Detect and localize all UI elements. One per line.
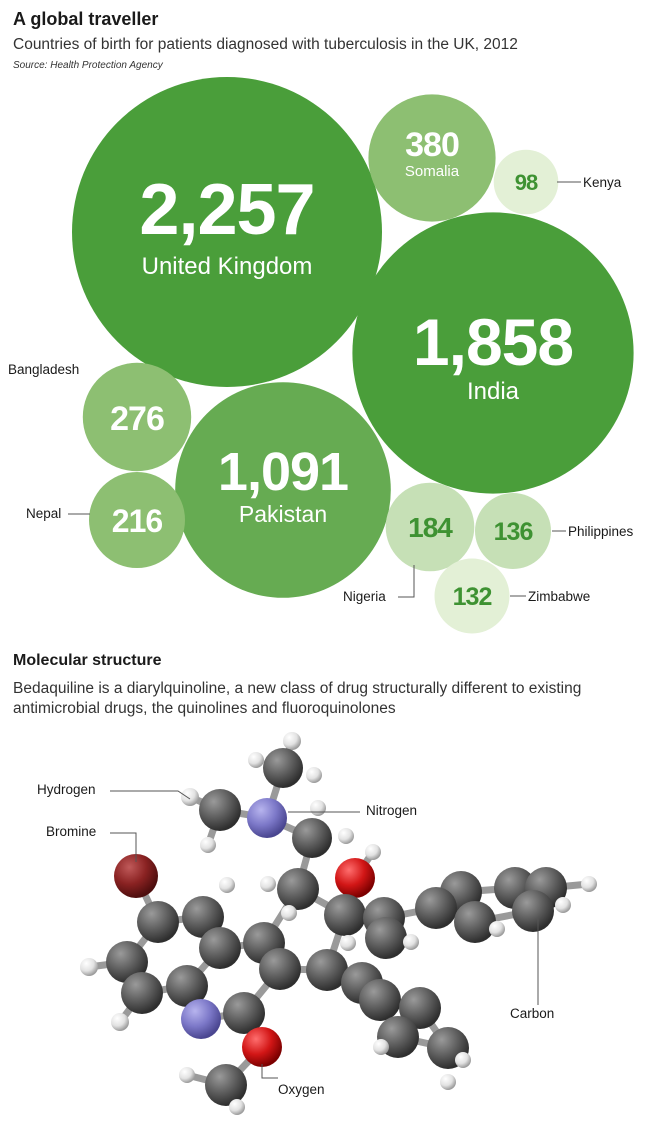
- hydrogen-label: Hydrogen: [37, 782, 96, 797]
- carbon-atom: [106, 941, 148, 983]
- bubble-label-bangladesh: Bangladesh: [8, 362, 80, 377]
- hydrogen-atom: [248, 752, 264, 768]
- oxygen-leader-line: [262, 1064, 278, 1078]
- bromine-label: Bromine: [46, 824, 97, 839]
- bubble-value-zimbabwe: 132: [452, 583, 492, 611]
- carbon-atom: [341, 962, 383, 1004]
- chart-title: A global traveller: [13, 9, 159, 29]
- bubble-label-pakistan: Pakistan: [238, 501, 328, 527]
- carbon-atom: [121, 972, 163, 1014]
- bubble-label-nigeria: Nigeria: [343, 589, 386, 604]
- carbon-atom: [306, 949, 348, 991]
- carbon-atom: [263, 748, 303, 788]
- bromine-atom: [114, 854, 158, 898]
- hydrogen-leader-line: [110, 791, 190, 799]
- carbon-atom: [512, 890, 554, 932]
- carbon-atom: [137, 901, 179, 943]
- hydrogen-atom: [80, 958, 98, 976]
- nitrogen-atom: [247, 798, 287, 838]
- carbon-atom: [182, 896, 224, 938]
- hydrogen-atom: [200, 837, 216, 853]
- hydrogen-atom: [403, 934, 419, 950]
- carbon-atom: [440, 871, 482, 913]
- bubble-label-kenya: Kenya: [583, 175, 622, 190]
- carbon-atom: [259, 948, 301, 990]
- hydrogen-atom: [581, 876, 597, 892]
- hydrogen-atom: [489, 921, 505, 937]
- carbon-atom: [359, 979, 401, 1021]
- hydrogen-atom: [440, 1074, 456, 1090]
- carbon-atom: [415, 887, 457, 929]
- hydrogen-atom: [219, 877, 235, 893]
- carbon-atom: [365, 917, 407, 959]
- carbon-atom: [324, 894, 366, 936]
- molecule-title: Molecular structure: [13, 652, 162, 669]
- hydrogen-atom: [310, 800, 326, 816]
- bubble-value-bangladesh: 276: [110, 400, 164, 438]
- hydrogen-atom: [283, 732, 301, 750]
- oxygen-label: Oxygen: [278, 1082, 325, 1097]
- bubble-value-kenya: 98: [514, 170, 538, 195]
- chart-source: Source: Health Protection Agency: [13, 60, 163, 71]
- carbon-atom: [205, 1064, 247, 1106]
- bubble-value-nepal: 216: [111, 503, 163, 539]
- hydrogen-atom: [306, 767, 322, 783]
- carbon-atom: [399, 987, 441, 1029]
- bubble-value-united-kingdom: 2,257: [139, 170, 315, 250]
- carbon-atom: [494, 867, 536, 909]
- carbon-label: Carbon: [510, 1006, 555, 1021]
- molecule-description: Bedaquiline is a diarylquinoline, a new class of drug structurally different to existing antimicrobial drugs, the quinolines and fluoroquinolones: [13, 680, 582, 717]
- bubble-value-india: 1,858: [412, 305, 574, 379]
- bubble-label-india: India: [466, 378, 520, 405]
- bubble-label-zimbabwe: Zimbabwe: [528, 589, 591, 604]
- carbon-atom: [363, 897, 405, 939]
- hydrogen-atom: [179, 1067, 195, 1083]
- bubble-value-somalia: 380: [405, 126, 459, 164]
- carbon-atom: [427, 1027, 469, 1069]
- chart-subtitle: Countries of birth for patients diagnosed with tuberculosis in the UK, 2012: [13, 36, 518, 53]
- hydrogen-atom: [260, 876, 276, 892]
- bubble-label-philippines: Philippines: [568, 524, 634, 539]
- hydrogen-atom: [111, 1013, 129, 1031]
- nitrogen-atom: [181, 999, 221, 1039]
- hydrogen-atom: [181, 788, 199, 806]
- bubble-value-pakistan: 1,091: [217, 442, 349, 502]
- carbon-atom: [199, 927, 241, 969]
- hydrogen-atom: [229, 1099, 245, 1115]
- carbon-atom: [223, 992, 265, 1034]
- hydrogen-atom: [365, 844, 381, 860]
- nitrogen-label: Nitrogen: [366, 803, 418, 818]
- carbon-atom: [454, 901, 496, 943]
- bromine-leader-line: [110, 833, 136, 862]
- carbon-atom: [277, 868, 319, 910]
- bubble-value-nigeria: 184: [408, 512, 452, 543]
- bubble-label-nepal: Nepal: [26, 506, 62, 521]
- hydrogen-atom: [455, 1052, 471, 1068]
- oxygen-atom: [242, 1027, 282, 1067]
- oxygen-atom: [335, 858, 375, 898]
- hydrogen-atom: [555, 897, 571, 913]
- bubble-label-somalia: Somalia: [404, 163, 460, 180]
- hydrogen-atom: [373, 1039, 389, 1055]
- leader-line-nigeria: [398, 565, 414, 597]
- carbon-atom: [292, 818, 332, 858]
- bubble-label-united-kingdom: United Kingdom: [141, 253, 313, 280]
- carbon-atom: [377, 1016, 419, 1058]
- carbon-atom: [166, 965, 208, 1007]
- bubble-value-philippines: 136: [493, 518, 533, 546]
- carbon-atom: [243, 922, 285, 964]
- hydrogen-atom: [340, 935, 356, 951]
- hydrogen-atom: [338, 828, 354, 844]
- hydrogen-atom: [281, 905, 297, 921]
- carbon-atom: [199, 789, 241, 831]
- carbon-atom: [525, 867, 567, 909]
